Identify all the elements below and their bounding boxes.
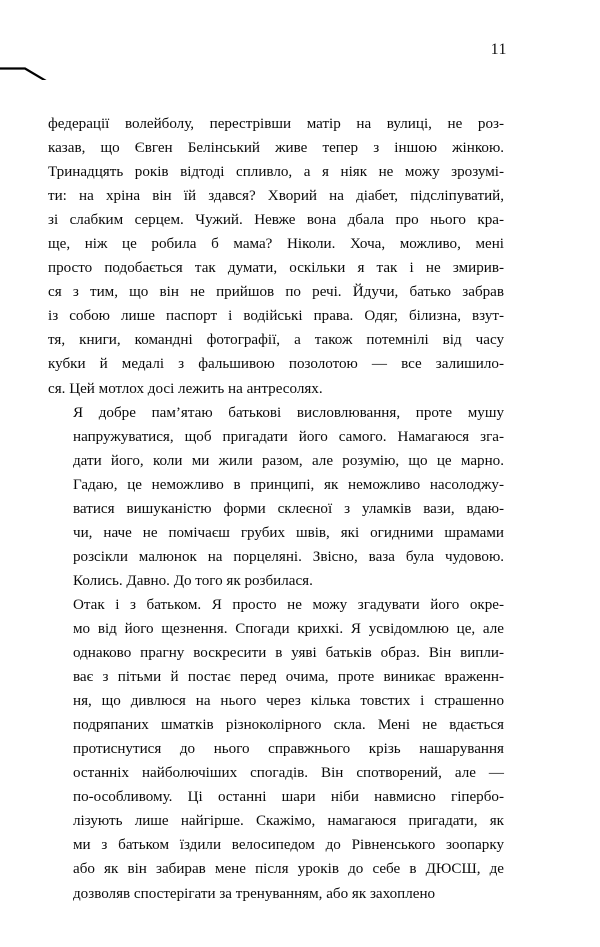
text-line: тя, книги, командні фотографії, а також потемнілі від часу [48, 332, 504, 349]
text-line: кубки й медалі з фальшивою позолотою — все залишило- [48, 356, 504, 373]
text-line: мо від його щезнення. Спогади крихкі. Я усвідомлюю це, але [73, 620, 504, 637]
text-line: просто подобається так думати, оскільки я так і не змирив- [48, 260, 504, 277]
paragraph [48, 593, 504, 906]
text-line: напружуватися, щоб пригадати його самого. Намагаюся зга- [73, 428, 504, 445]
text-line: дозволяв спостерігати за тренуванням, або як захоплено [73, 885, 436, 902]
body-text [48, 112, 504, 906]
text-line: Я добре пам’ятаю батькові висловлювання, проте мушу [73, 404, 504, 421]
text-line: лізують лише найгірше. Скажімо, намагаюся пригадати, як [73, 813, 504, 830]
text-line: федерації волейболу, перестрівши матір на вулиці, не роз- [48, 116, 504, 132]
text-line: дати його, коли ми жили разом, але розумію, що це марно. [73, 452, 504, 469]
text-line: Колись. Давно. До того як розбилася. [73, 572, 313, 589]
text-line: ня, що дивлюся на нього через кілька товстих і страшенно [73, 693, 504, 710]
text-line: ватися вишуканістю форми склеєної з уламків вази, вдаю- [73, 500, 504, 517]
stepped-rule-decoration [0, 52, 600, 80]
text-line: ми з батьком їздили велосипедом до Рівненського зоопарку [73, 837, 504, 854]
text-line: протиснутися до нього справжнього крізь нашарування [73, 741, 504, 758]
text-line: або як він забирав мене після уроків до себе в ДЮСШ, де [73, 861, 504, 878]
text-line: казав, що Євген Белінський живе тепер з іншою жінкою. [48, 140, 504, 157]
running-head [0, 40, 600, 90]
page-number: 11 [490, 41, 507, 58]
text-line: розсікли малюнок на порцеляні. Звісно, ваза була чудовою. [73, 548, 504, 565]
text-line: ває з пітьми й постає перед очима, проте виникає враженн- [73, 669, 504, 686]
text-line: чи, наче не помічаєш грубих швів, які огидними шрамами [73, 524, 504, 541]
text-line: останніх найболючіших спогадів. Він спотворений, але — [73, 765, 504, 782]
text-line: ще, ніж це робила б мама? Ніколи. Хоча, можливо, мені [48, 236, 504, 253]
text-line: по-особливому. Ці останні шари ніби навмисно гіпербо- [73, 789, 504, 806]
text-line: однаково прагну воскресити в уяві батьків образ. Він випли- [73, 645, 504, 662]
text-line: зі слабким серцем. Чужий. Невже вона дбала про нього кра- [48, 212, 504, 229]
text-line: із собою лише паспорт і водійські права. Одяг, білизна, взут- [48, 308, 504, 325]
text-line: ся. Цей мотлох досі лежить на антресолях. [48, 380, 323, 397]
paragraph [48, 401, 504, 593]
text-line: Гадаю, це неможливо в принципі, як неможливо насолоджу- [73, 476, 504, 493]
text-line: Отак і з батьком. Я просто не можу згадувати його окре- [73, 596, 504, 613]
text-line: ти: на хріна він їй здався? Хворий на діабет, підсліпуватий, [48, 188, 504, 205]
text-line: Тринадцять років відтоді спливло, а я ніяк не можу зрозумі- [48, 164, 504, 181]
text-line: ся з тим, що він не прийшов по речі. Йдучи, батько забрав [48, 284, 504, 301]
paragraph [48, 112, 504, 401]
text-line: подряпаних шматків різноколірного скла. Мені не вдається [73, 717, 504, 734]
